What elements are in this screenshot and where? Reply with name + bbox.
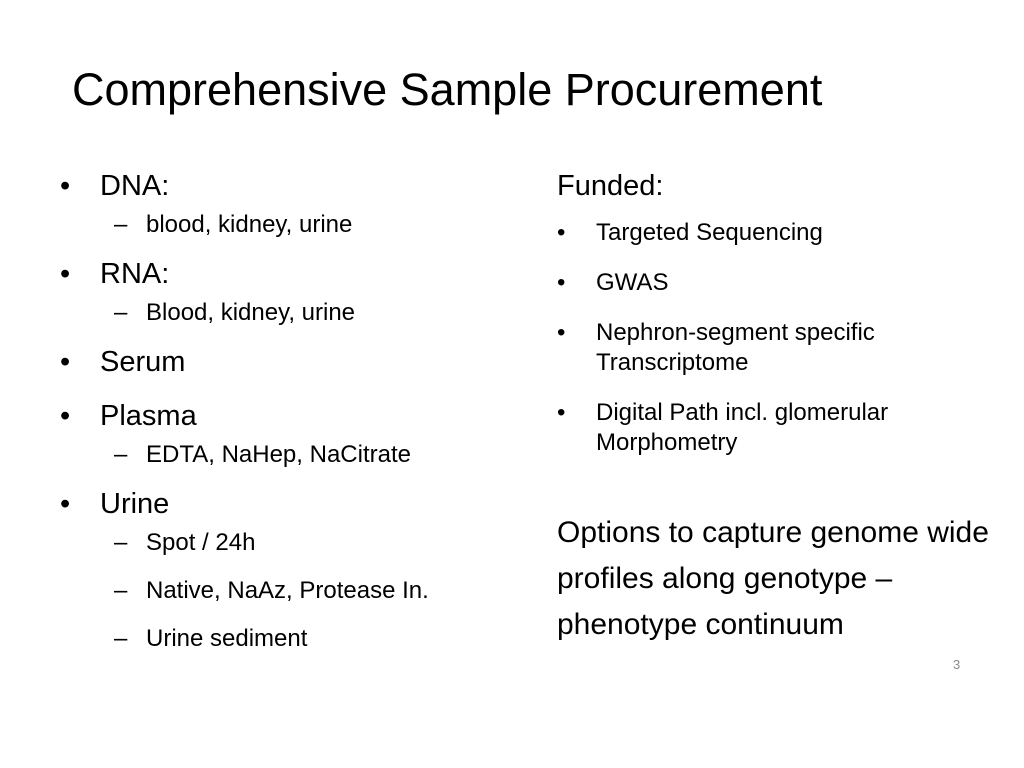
sub-list-item [60, 298, 530, 328]
funded-item [557, 218, 997, 248]
list-item-label: RNA: [100, 258, 170, 290]
funded-list [557, 218, 997, 458]
sub-list-item [60, 624, 530, 654]
funded-item [557, 398, 997, 458]
funded-section [557, 168, 997, 648]
sub-list-item-label: EDTA, NaHep, NaCitrate [146, 441, 411, 468]
list-item-rna [60, 256, 530, 292]
sub-list-item-label: Urine sediment [146, 625, 308, 652]
bullet-icon: • [60, 346, 71, 378]
bullet-icon: • [557, 319, 566, 346]
options-paragraph: Options to capture genome wide profiles along genotype – phenotype continuum [557, 516, 989, 641]
sub-list-item [60, 576, 530, 606]
list-item-label: Urine [100, 488, 170, 520]
bullet-icon: • [60, 258, 71, 290]
page-number: 3 [953, 657, 961, 672]
sub-list-item-label: Native, NaAz, Protease In. [146, 577, 429, 604]
list-item-label: Plasma [100, 400, 197, 432]
funded-item [557, 318, 997, 378]
slide-title: Comprehensive Sample Procurement [72, 64, 823, 115]
dash-icon: – [114, 577, 128, 604]
list-item-dna [60, 168, 530, 204]
bullet-icon: • [60, 488, 71, 520]
sublist-plasma [60, 440, 530, 470]
bullet-icon: • [60, 400, 71, 432]
dash-icon: – [114, 299, 128, 326]
funded-item-label: Targeted Sequencing [596, 219, 823, 246]
dash-icon: – [114, 211, 128, 238]
funded-heading: Funded: [557, 170, 664, 202]
funded-item-label: Digital Path incl. glomerular Morphometry [596, 399, 889, 456]
sublist-urine [60, 528, 530, 654]
funded-item [557, 268, 997, 298]
dash-icon: – [114, 441, 128, 468]
funded-item-label: GWAS [596, 269, 669, 296]
bullet-icon: • [60, 170, 71, 202]
funded-item-label: Nephron-segment specific Transcriptome [596, 319, 875, 376]
sub-list-item [60, 210, 530, 240]
dash-icon: – [114, 529, 128, 556]
bullet-icon: • [557, 399, 566, 426]
list-item-label: DNA: [100, 170, 170, 202]
bullet-icon: • [557, 219, 566, 246]
sublist-dna [60, 210, 530, 240]
sample-type-list [60, 168, 530, 670]
sub-list-item [60, 440, 530, 470]
list-item-urine [60, 486, 530, 522]
list-item-plasma [60, 398, 530, 434]
list-item-label: Serum [100, 346, 186, 378]
dash-icon: – [114, 625, 128, 652]
sub-list-item [60, 528, 530, 558]
sublist-rna [60, 298, 530, 328]
sub-list-item-label: blood, kidney, urine [146, 211, 353, 238]
bullet-icon: • [557, 269, 566, 296]
sub-list-item-label: Blood, kidney, urine [146, 299, 356, 326]
list-item-serum [60, 344, 530, 380]
sub-list-item-label: Spot / 24h [146, 529, 256, 556]
